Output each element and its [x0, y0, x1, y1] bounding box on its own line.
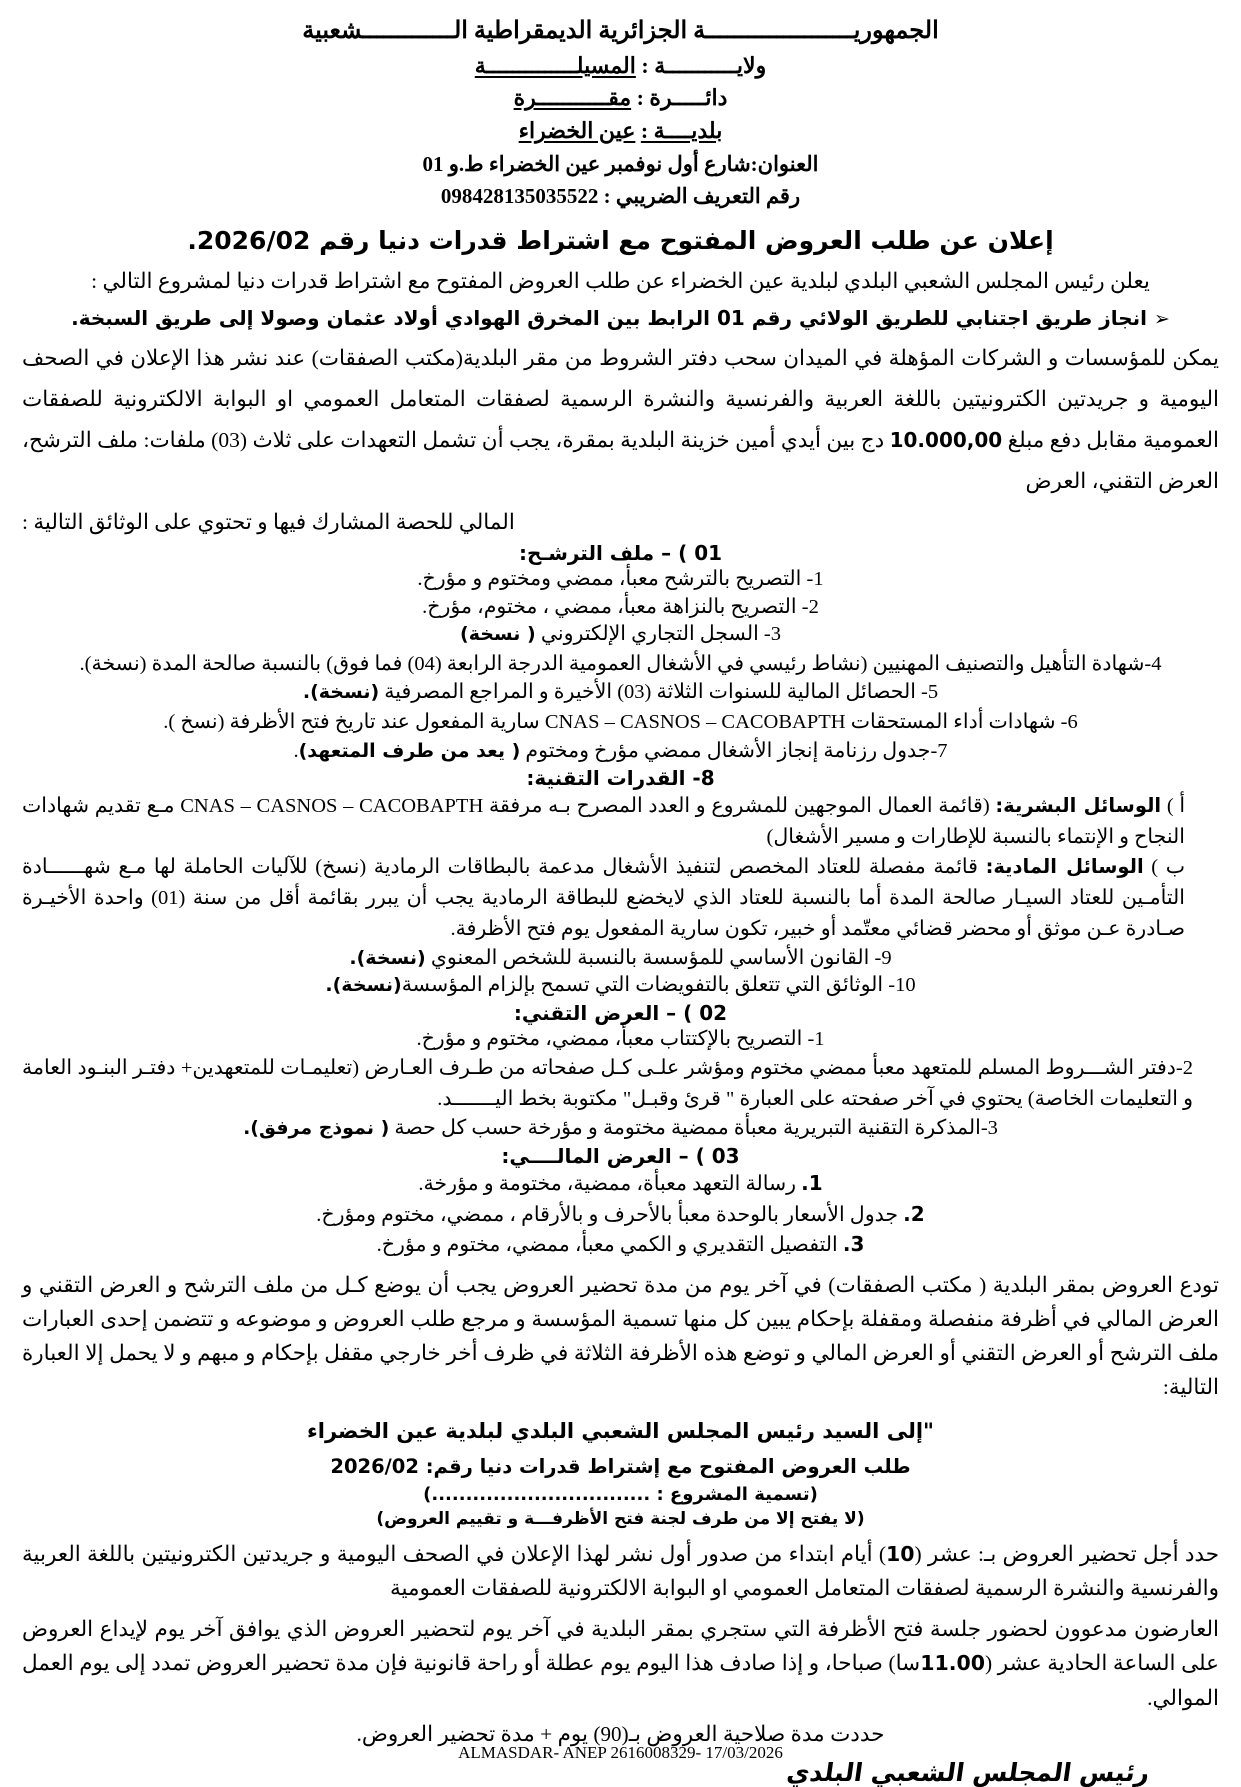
- section-02-item-2: 2-دفتر الشـــروط المسلم للمتعهد معبأ ممضي مختوم ومؤشر علـى كـل صفحاته من طـرف العـارض (تعليمـات للمتعهدين+ دفتـر البنـود العامة و التعليمات الخاصة) يحتوي في آخر صفحته على العبارة " قرئ وقبـل" مكتوبة بخط اليـــــــد.: [22, 1057, 1193, 1111]
- tax-id-value: 098428135035522: [440, 183, 599, 208]
- withdrawal-part1: يمكن للمؤسسات و الشركات المؤهلة في الميدان سحب دفتر الشروط من مقر البلدية(مكتب الصفقات) عند نشر هذا الإعلان في الصحف اليومية و جريدتين الكترونيتين باللغة العربية والفرنسية والنشرة الرسمية لصفقات المتعامل العمومي او البوابة الالكترونية للصفقات العمومية مقابل دفع مبلغ: [22, 345, 1219, 453]
- withdrawal-paragraph: [22, 338, 1219, 503]
- daira-value: مقـــــــــــرة: [513, 85, 632, 111]
- section-02-item-3-emph: ( نموذج مرفق).: [243, 1117, 390, 1140]
- daira-label: دائـــــرة :: [636, 85, 728, 111]
- capacity-human-marker: أ ): [1166, 794, 1186, 817]
- validity-days: 90: [600, 1721, 622, 1746]
- section-01-item-5-text: 5- الحصائل المالية للسنوات الثلاثة (03) الأخيرة و المراجع المصرفية: [379, 681, 939, 704]
- envelope-reference: طلب العروض المفتوح مع إشتراط قدرات دنيا رقم: 2026/02: [330, 1454, 911, 1478]
- signature-title: رئيس المجلس الشعبي البلدي: [784, 1757, 1152, 1787]
- session-part2: سا) صباحا، و إذا صادف هذا اليوم يوم عطلة أو راحة قانونية فإن مدة تحضير العروض تمدد إلى يوم العمل الموالي.: [22, 1651, 1219, 1710]
- section-01-item-7-dot: .: [293, 739, 299, 762]
- baladia-label: بلديــــة :: [640, 117, 723, 143]
- section-03-list: [22, 1169, 1219, 1261]
- validity-part1: حددت مدة صلاحية العروض بـ(: [621, 1721, 885, 1746]
- section-03-text-1: رسالة التعهد معبأة، ممضية، مختومة و مؤرخة.: [418, 1172, 797, 1195]
- section-01-item-10: [22, 972, 1219, 999]
- section-01-item-4: 4-شهادة التأهيل والتصنيف المهنيين (نشاط رئيسي في الأشغال العمومية الدرجة الرابعة (04) فما فوق) بالنسبة صالحة المدة (نسخة).: [79, 652, 1162, 675]
- wilaya-line: [22, 50, 1219, 83]
- section-01-item-6: 6- شهادات أداء المستحقات CNAS – CASNOS – CACOBAPTH سارية المفعول عند تاريخ فتح الأظرفة (نسخ ).: [163, 710, 1078, 733]
- tax-id-label: رقم التعريف الضريبي :: [603, 183, 801, 208]
- baladia-value: عين الخضراء: [518, 117, 636, 143]
- section-03-num-3: 3.: [842, 1232, 865, 1257]
- fee-amount: 10.000,00: [889, 428, 1003, 453]
- withdrawal-part3: المالي للحصة المشارك فيها و تحتوي على الوثائق التالية :: [22, 509, 515, 534]
- deadline-days: 10: [885, 1541, 915, 1566]
- section-03-item-2: [22, 1200, 1219, 1231]
- section-01-item-9-emph: (نسخة).: [349, 946, 426, 969]
- section-01-item-2: 2- التصريح بالنزاهة معبأ، ممضي ، مختوم، مؤرخ.: [422, 595, 819, 618]
- capacity-material: [22, 852, 1219, 944]
- tax-id-line: [22, 181, 1219, 213]
- section-01-item-5-emph: (نسخة).: [302, 681, 380, 704]
- capacity-material-marker: ب ): [1151, 856, 1185, 879]
- announcement-title: إعلان عن طلب العروض المفتوح مع اشتراط قدرات دنيا رقم 2026/02.: [187, 226, 1054, 256]
- section-02-heading: 02 ) – العرض التقني:: [513, 1000, 728, 1025]
- deposit-paragraph: تودع العروض بمقر البلدية ( مكتب الصفقات) في آخر يوم من مدة تحضير العروض يجب أن يوضع كـل من ملف الترشح و العرض التقني و العرض المالي في أظرفة منفصلة ومقفلة بإحكام يبين كل منها تسمية المؤسسة و مرجع طلب العروض و موضوعه و تتضمن إحدى العبارات ملف الترشح أو العرض التقني أو العرض المالي و توضع هذه الأظرفة الثلاثة في ظرف أخر خارجي مقفل بإحكام و مبهم و لا يحمل إلا العبارة التالية:: [22, 1273, 1219, 1399]
- republic-line: الجمهوريـــــــــــــــــــــة الجزائرية الديمقراطية الـــــــــــــشعبية: [302, 18, 939, 44]
- address-line: العنوان:شارع أول نوفمبر عين الخضراء ط.و 01: [422, 152, 819, 177]
- withdrawal-part2: دج بين أيدي أمين خزينة البلدية بمقرة، يجب أن تشمل التعهدات على ثلاث (03) ملفات: ملف الترشح، العرض التقني، العرض: [22, 428, 1219, 494]
- daira-line: [22, 82, 1219, 115]
- section-01-item-9-text: 9- القانون الأساسي للمؤسسة بالنسبة للشخص المعنوي: [425, 946, 892, 969]
- deadline-part2: ) أيام ابتداء من صدور أول نشر لهذا الإعلان في الصحف اليومية و جريدتين الكترونيتين باللغة العربية والفرنسية والنشرة الرسمية لصفقات المتعامل العمومي او البوابة الالكترونية للصفقات العمومية: [22, 1541, 1219, 1601]
- wilaya-value: المسيلــــــــــــــة: [474, 52, 636, 78]
- capacity-human-label: الوسائل البشرية:: [995, 793, 1162, 817]
- section-01-item-7: [22, 738, 1219, 765]
- capacity-material-label: الوسائل المادية:: [985, 855, 1144, 879]
- section-03-text-2: جدول الأسعار بالوحدة معبأ بالأحرف و بالأرقام ، ممضي، مختوم ومؤرخ.: [316, 1203, 899, 1226]
- validity-part2: ) يوم + مدة تحضير العروض.: [356, 1721, 601, 1746]
- section-02-item-3: [22, 1115, 1219, 1142]
- section-01-item-7-text: 7-جدول رزنامة إنجاز الأشغال ممضي مؤرخ ومختوم: [520, 739, 948, 762]
- section-02-item-3-text: 3-المذكرة التقنية التبريرية معبأة ممضية مختومة و مؤرخة حسب كل حصة: [389, 1117, 998, 1140]
- session-time: 11.00: [920, 1651, 986, 1676]
- section-03-item-3: [22, 1230, 1219, 1261]
- section-03-heading: 03 ) – العرض المالــــي:: [501, 1143, 740, 1168]
- envelope-project-name: (تسمية المشروع : ................................): [423, 1483, 818, 1505]
- section-01-item-3: [22, 621, 1219, 648]
- project-line: [22, 306, 1219, 330]
- section-02-item-1: 1- التصريح بالإكتتاب معبأ، ممضي، مختوم و مؤرخ.: [416, 1027, 825, 1050]
- session-paragraph: [22, 1612, 1219, 1715]
- baladia-line: [22, 115, 1219, 148]
- bullet-arrow-icon: ➢: [1153, 307, 1170, 330]
- section-01-item-9: [22, 945, 1219, 972]
- session-part1: العارضون مدعوون لحضور جلسة فتح الأظرفة التي ستجري بمقر البلدية في آخر يوم لتحضير العروض الذي يوافق آخر يوم لإيداع العروض على الساعة الحادية عشر (: [22, 1616, 1220, 1676]
- section-01-item-7-emph: ( يعد من طرف المتعهد): [298, 739, 521, 762]
- capacity-material-text: قائمة مفصلة للعتاد المخصص لتنفيذ الأشغال مدعمة بالبطاقات الرمادية (نسخ) للآليات الحاملة لها مـع شهــــــادة التأمـين للعتاد السيـار صالحة المدة أما بالنسبة للعتاد الذي لايخضع للبطاقة الرمادية يجب أن يبرر بقائمة أقل من سنة (01) واحدة الأخيـرة صـادرة عـن موثق أو محضر قضائي معتّمد أو خبير، تكون سارية المفعول يوم فتح الأظرفة.: [22, 856, 1185, 940]
- section-03-item-1: [22, 1169, 1219, 1200]
- section-01-item-3-emph: ( نسخة): [460, 623, 536, 646]
- section-01-item-10-emph: (نسخة).: [325, 974, 402, 997]
- section-01-item-1: 1- التصريح بالترشح معبأ، ممضي ومختوم و مؤرخ.: [417, 568, 824, 591]
- section-01-item-8: 8- القدرات التقنية:: [526, 765, 715, 790]
- section-01-heading: 01 ) – ملف الترشـح:: [518, 541, 723, 566]
- intro-paragraph: يعلن رئيس المجلس الشعبي البلدي لبلدية عين الخضراء عن طلب العروض المفتوح مع اشتراط قدرات دنيا لمشروع التالي :: [91, 269, 1150, 294]
- section-01-item-3-text: 3- السجل التجاري الإلكتروني: [535, 623, 781, 646]
- section-01-item-5: [22, 679, 1219, 706]
- section-03-num-1: 1.: [801, 1170, 823, 1195]
- footer-reference: ALMASDAR- ANEP 2616008329- 17/03/2026: [458, 1742, 783, 1762]
- deadline-paragraph: [22, 1537, 1219, 1606]
- section-01-item-10-text: 10- الوثائق التي تتعلق بالتفويضات التي تسمح بإلزام المؤسسة: [401, 974, 916, 997]
- capacity-human-text: (قائمة العمال الموجهين للمشروع و العدد المصرح بـه مرفقة CNAS – CASNOS – CACOBAPTH مـع تقديم شهادات النجاح و الإنتماء بالنسبة للإطارات و مسير الأشغال): [22, 794, 1185, 848]
- envelope-do-not-open: (لا يفتح إلا من طرف لجنة فتح الأظرفـــة و تقييم العروض): [376, 1508, 865, 1529]
- section-03-num-2: 2.: [903, 1201, 925, 1226]
- document-header: [22, 14, 1219, 212]
- wilaya-label: ولايـــــــــــة :: [641, 52, 767, 78]
- capacity-human: [22, 791, 1219, 853]
- deadline-part1: حدد أجل تحضير العروض بـ: عشر (: [914, 1541, 1219, 1566]
- project-description: انجاز طريق اجتنابي للطريق الولائي رقم 01 الرابط بين المخرق الهوادي أولاد عثمان وصولا إلى طريق السبخة.: [71, 305, 1147, 330]
- section-03-text-3: التفصيل التقديري و الكمي معبأ، ممضي، مختوم و مؤرخ.: [376, 1234, 838, 1257]
- envelope-addressee: "إلى السيد رئيس المجلس الشعبي البلدي لبلدية عين الخضراء: [307, 1418, 934, 1443]
